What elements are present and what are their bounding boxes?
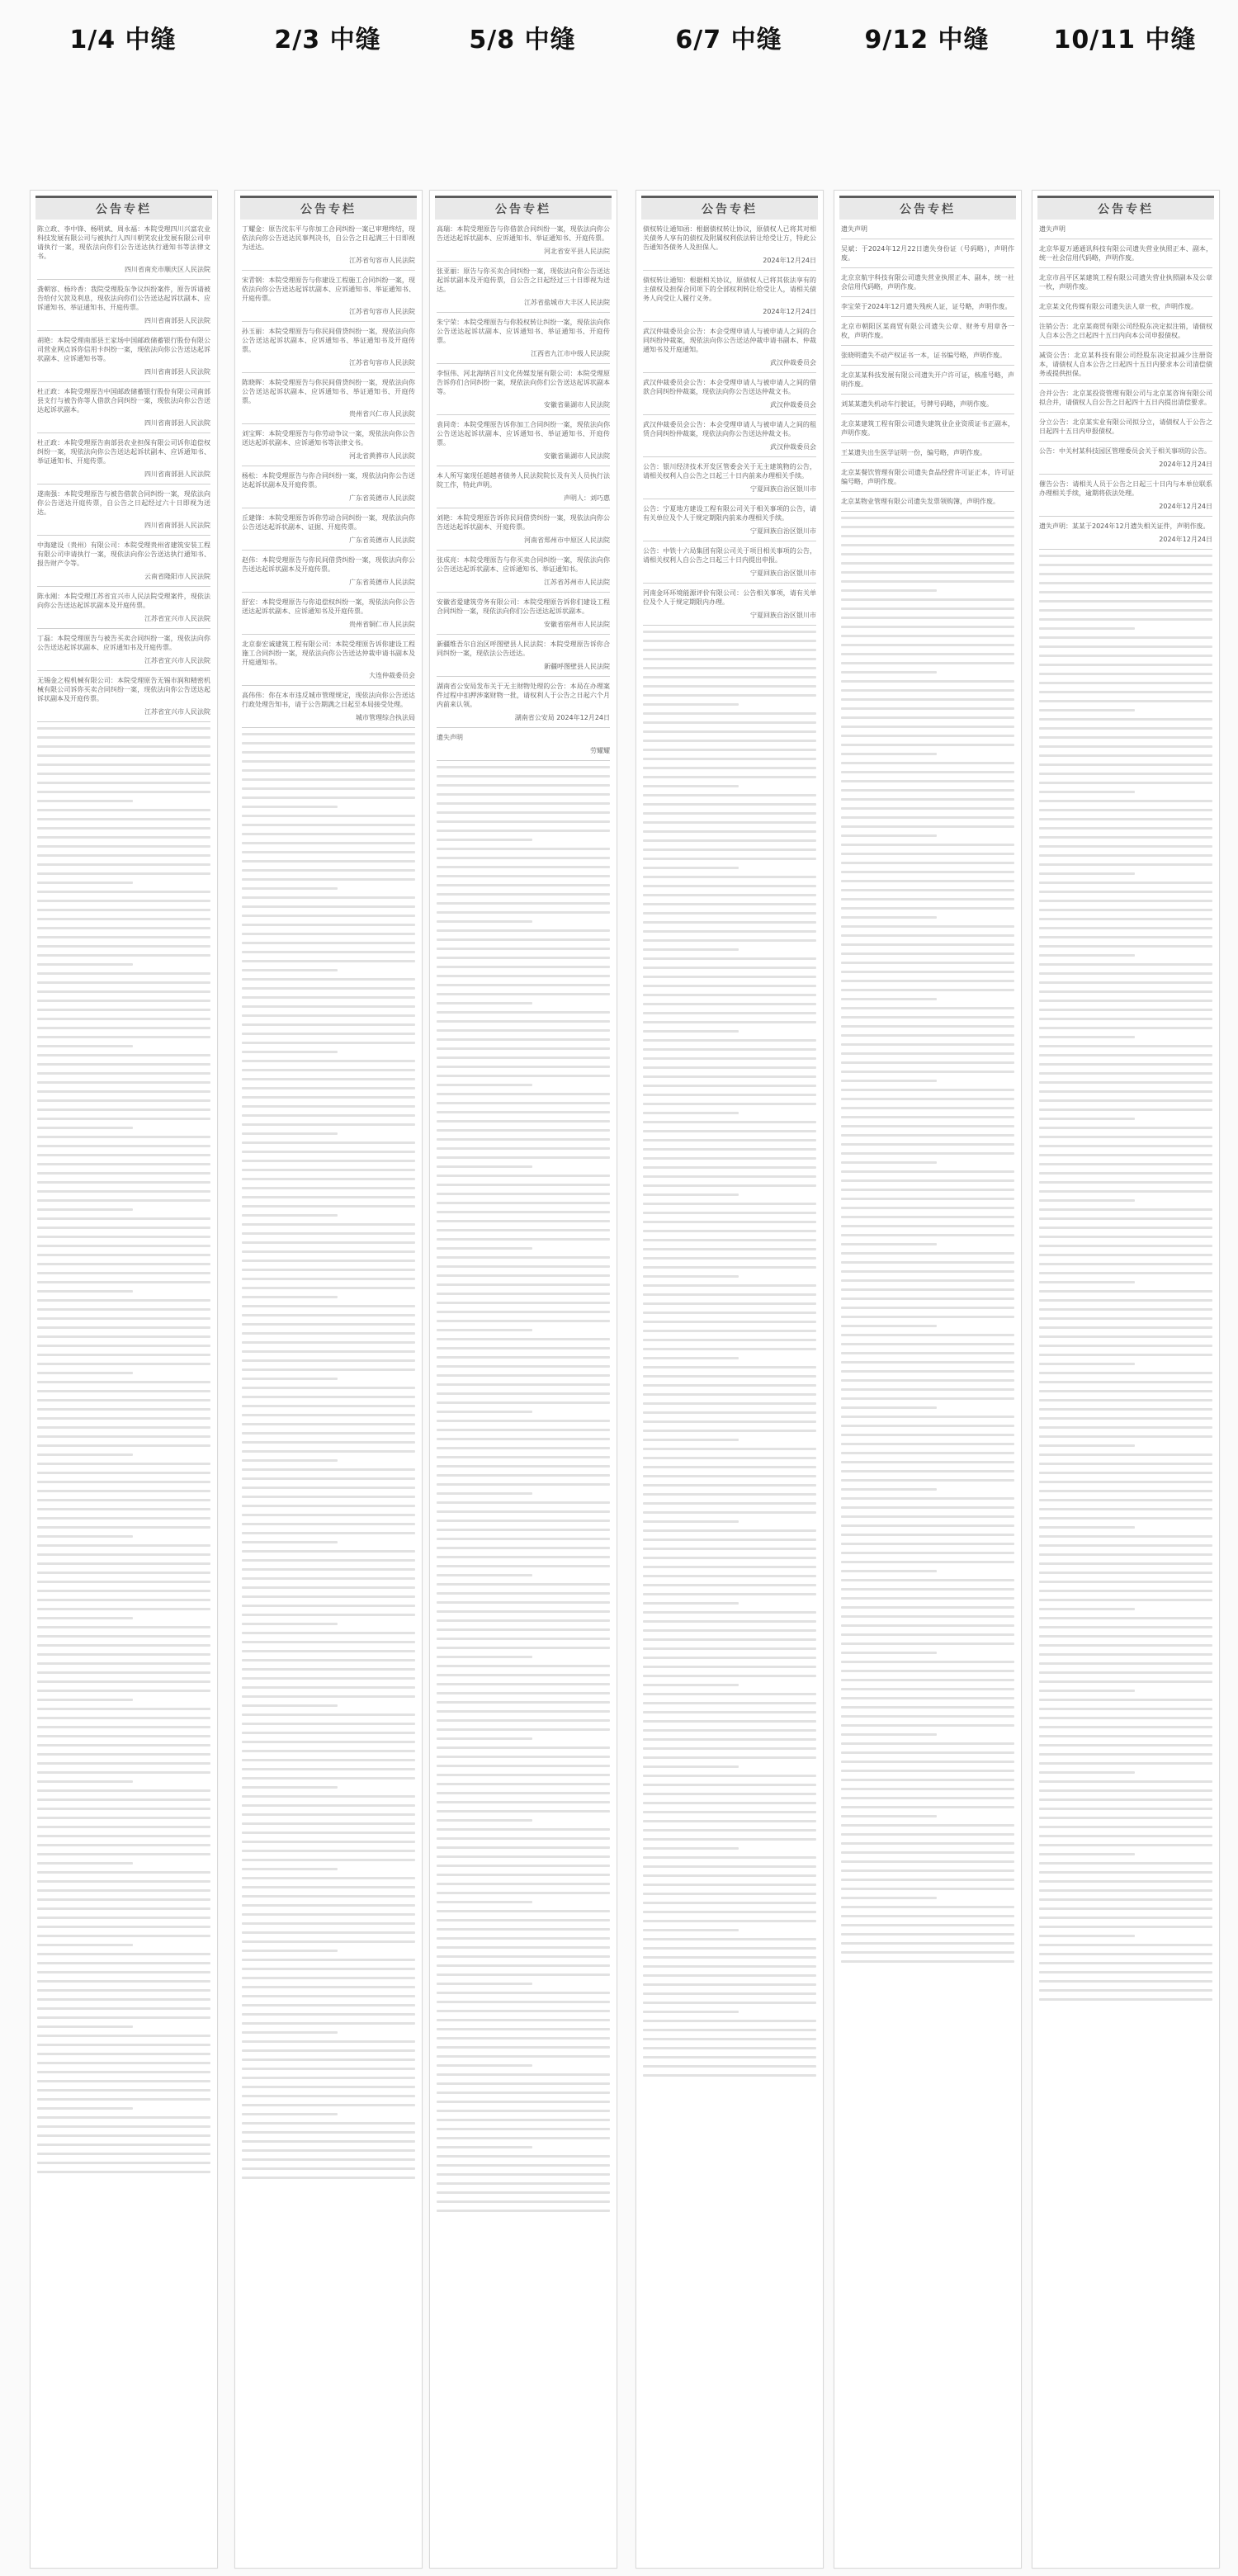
column-6	[1032, 0, 1218, 543]
notice-signature: 四川省南部县人民法院	[144, 317, 210, 324]
notice-signature: 四川省南充市顺庆区人民法院	[125, 266, 210, 273]
notice-text: 遗失声明	[1039, 225, 1066, 233]
notice-signature: 贵州省兴仁市人民法院	[349, 410, 415, 418]
notice-divider	[242, 592, 415, 593]
notice-signature: 2024年12月24日	[763, 308, 816, 315]
notice-text: 吴斌：于2024年12月22日遗失身份证（号码略），声明作废。	[841, 245, 1014, 262]
notice-text: 杨松：本院受理原告与你合同纠纷一案，现依法向你公告送达起诉状副本及开庭传票。	[242, 472, 415, 489]
notice-divider	[643, 270, 816, 271]
notice-divider	[437, 414, 610, 415]
strip-banner: 公告专栏	[641, 196, 818, 220]
notice-divider	[437, 760, 610, 761]
column-title: 6/7 中缝	[675, 26, 782, 54]
notice-text: 孙玉丽：本院受理原告与你民间借贷纠纷一案，现依法向你公告送达起诉状副本、应诉通知书、举证通知书及开庭传票。	[242, 328, 415, 353]
notice-signature: 城市管理综合执法局	[356, 714, 415, 721]
notice-signature: 四川省南部县人民法院	[144, 522, 210, 529]
notice-text: 武汉仲裁委员会公告：本会受理申请人与被申请人之间的借款合同纠纷仲裁案，现依法向你公告送达仲裁文书。	[643, 379, 816, 395]
notice-signature: 宁夏回族自治区银川市	[750, 527, 816, 535]
notice-signature: 安徽省巢湖市人民法院	[544, 452, 610, 460]
strip-content	[235, 220, 422, 2179]
notice-text: 催告公告：请相关人员于公告之日起三十日内与本单位联系办理相关手续，逾期将依法处理。	[1039, 480, 1212, 497]
notice-divider	[643, 414, 816, 415]
notice-text: 刘艳：本院受理原告诉你民间借贷纠纷一案，现依法向你公告送达起诉状副本、开庭传票。	[437, 514, 610, 531]
notice-text: 陈永刚：本院受理江苏省宜兴市人民法院受理案件，现依法向你公告送达起诉状副本及开庭传票。	[37, 593, 210, 609]
notice-divider	[841, 462, 1014, 463]
notice-divider	[437, 550, 610, 551]
notice-text: 公告：银川经济技术开发区管委会关于无主建筑物的公告，请相关权利人自公告之日起三十日内前来办理相关手续。	[643, 463, 816, 480]
notice-text: 新疆维吾尔自治区呼图壁县人民法院：本院受理原告诉你合同纠纷一案，现依法公告送达。	[437, 640, 610, 657]
notice-signature: 宁夏回族自治区银川市	[750, 570, 816, 577]
notice-signature: 安徽省宿州市人民法院	[544, 621, 610, 628]
notice-divider	[37, 586, 210, 587]
notice-signature: 新疆呼图壁县人民法院	[544, 663, 610, 670]
notice-divider	[37, 381, 210, 382]
column-title: 9/12 中缝	[864, 26, 990, 54]
notice-text: 丁耀金：原告沈东平与你加工合同纠纷一案已审理终结，现依法向你公告送达民事判决书，自公告之日起满三十日即视为送达。	[242, 225, 415, 251]
notice-signature: 广东省英德市人民法院	[349, 494, 415, 502]
notice-text: 高瑞：本院受理原告与你借款合同纠纷一案，现依法向你公告送达起诉状副本、应诉通知书、举证通知书、开庭传票。	[437, 225, 610, 242]
notice-text: 李宝荣于2024年12月遗失残疾人证，证号略，声明作废。	[841, 303, 1012, 310]
notice-text: 遗失声明	[841, 225, 867, 233]
notice-divider	[242, 685, 415, 686]
notice-strip	[834, 190, 1022, 2569]
notice-strip	[30, 190, 218, 2569]
notice-divider	[643, 372, 816, 373]
strip-banner: 公告专栏	[35, 196, 212, 220]
notice-text: 公告：宁夏地方建设工程有限公司关于相关事项的公告，请有关单位及个人于规定期限内前来办理相关手续。	[643, 505, 816, 522]
notice-divider	[437, 634, 610, 635]
notice-divider	[1039, 549, 1212, 550]
notice-divider	[437, 592, 610, 593]
notice-text: 遂南强：本院受理原告与被告借款合同纠纷一案，现依法向你公告送达开庭传票，自公告之日起经过六十日即视为送达。	[37, 490, 210, 516]
notice-divider	[242, 270, 415, 271]
notice-text: 张亚丽：原告与你买卖合同纠纷一案，现依法向你公告送达起诉状副本及开庭传票，自公告之日起经过三十日即视为送达。	[437, 267, 610, 293]
column-3	[429, 0, 616, 754]
column-title: 5/8 中缝	[469, 26, 576, 54]
filler-text-lines	[643, 631, 816, 2077]
strip-banner: 公告专栏	[240, 196, 417, 220]
notice-divider	[37, 670, 210, 671]
notice-divider	[242, 727, 415, 728]
notice-strip	[636, 190, 824, 2569]
notice-text: 无锡金之程机械有限公司：本院受理原告无锡市润和精密机械有限公司诉你买卖合同纠纷一案，现依法向你公告送达起诉状副本及开庭传票。	[37, 677, 210, 702]
notice-divider	[37, 721, 210, 722]
filler-text-lines	[242, 733, 415, 2179]
notice-signature: 广东省英德市人民法院	[349, 536, 415, 544]
notice-text: 舒宏：本院受理原告与你追偿权纠纷一案，现依法向你公告送达起诉状副本、应诉通知书及开庭传票。	[242, 598, 415, 615]
notice-signature: 安徽省巢湖市人民法院	[544, 401, 610, 409]
notice-divider	[643, 321, 816, 322]
notice-divider	[1039, 345, 1212, 346]
filler-text-lines	[37, 727, 210, 2173]
notice-divider	[242, 550, 415, 551]
notice-divider	[643, 583, 816, 584]
notice-signature: 武汉仲裁委员会	[770, 443, 816, 451]
strip-content	[834, 220, 1021, 1963]
notice-strip	[234, 190, 423, 2569]
notice-text: 杜正政：本院受理原告中国邮政储蓄银行股份有限公司南部县支行与被告你等人借款合同纠纷一案，现依法向你公告送达起诉状副本。	[37, 388, 210, 414]
notice-text: 北京某文化传媒有限公司遗失法人章一枚，声明作废。	[1039, 303, 1198, 310]
notice-text: 宋青钢：本院受理原告与你建设工程施工合同纠纷一案，现依法向你公告送达起诉状副本、应诉通知书、举证通知书、开庭传票。	[242, 277, 415, 302]
notice-signature: 河北省安平县人民法院	[544, 248, 610, 255]
column-2	[234, 0, 421, 721]
notice-text: 刘某某遗失机动车行驶证，号牌号码略，声明作废。	[841, 400, 993, 408]
column-title: 10/11 中缝	[1053, 26, 1197, 54]
notice-signature: 宁夏回族自治区银川市	[750, 612, 816, 619]
filler-text-lines	[841, 517, 1014, 1963]
notice-strip	[1032, 190, 1220, 2569]
notice-signature: 四川省南部县人民法院	[144, 470, 210, 478]
notice-signature: 2024年12月24日	[1159, 503, 1212, 510]
notice-signature: 江苏省盐城市大丰区人民法院	[524, 299, 610, 306]
notice-text: 中海建设（贵州）有限公司：本院受理贵州省建筑安装工程有限公司申请执行一案，现依法向你公告送达执行通知书、报告财产令等。	[37, 541, 210, 567]
notice-divider	[841, 296, 1014, 297]
notice-signature: 2024年12月24日	[1159, 536, 1212, 543]
notice-signature: 武汉仲裁委员会	[770, 401, 816, 409]
notice-signature: 江西省九江市中级人民法院	[531, 350, 610, 357]
notice-text: 武汉仲裁委员会公告：本会受理申请人与被申请人之间的合同纠纷仲裁案，现依法向你公告送达仲裁申请书副本、仲裁通知书及开庭通知。	[643, 328, 816, 353]
notice-text: 债权转让通知函：根据债权转让协议，原债权人已将其对相关债务人享有的债权及附属权利依法转让给受让方，特此公告通知各债务人及担保人。	[643, 225, 816, 251]
notice-text: 北京某建筑工程有限公司遗失建筑业企业资质证书正副本，声明作废。	[841, 420, 1014, 437]
notice-divider	[841, 267, 1014, 268]
filler-text-lines	[1039, 555, 1212, 2001]
notice-divider	[841, 345, 1014, 346]
notice-text: 北京某物业管理有限公司遗失发票领购簿，声明作废。	[841, 498, 999, 505]
notice-signature: 江苏省宜兴市人民法院	[144, 708, 210, 716]
notice-signature: 江苏省句容市人民法院	[349, 308, 415, 315]
strip-content	[31, 220, 217, 2173]
notice-text: 北京某餐饮管理有限公司遗失食品经营许可证正本，许可证编号略，声明作废。	[841, 469, 1014, 485]
notice-text: 王某遗失出生医学证明一份，编号略，声明作废。	[841, 449, 986, 456]
notice-text: 北京市昌平区某建筑工程有限公司遗失营业执照副本及公章一枚，声明作废。	[1039, 274, 1212, 291]
notice-text: 武汉仲裁委员会公告：本会受理申请人与被申请人之间的租赁合同纠纷仲裁案，现依法向你公告送达仲裁文书。	[643, 421, 816, 437]
notice-divider	[437, 363, 610, 364]
notice-divider	[1039, 383, 1212, 384]
notice-signature: 大连仲裁委员会	[369, 672, 415, 679]
column-4	[636, 0, 822, 619]
column-5	[834, 0, 1020, 505]
notice-signature: 江苏省句容市人民法院	[349, 257, 415, 264]
column-title: 2/3 中缝	[274, 26, 381, 54]
notice-divider	[841, 365, 1014, 366]
notice-divider	[437, 676, 610, 677]
notice-divider	[1039, 516, 1212, 517]
notice-divider	[841, 511, 1014, 512]
notice-text: 湖南省公安局发布关于无主财物处理的公告：本局在办理案件过程中扣押涉案财物一批，请权利人于公告之日起六个月内前来认领。	[437, 683, 610, 708]
notice-text: 河南金环环境能源评价有限公司：公告相关事项，请有关单位及个人于规定期限内办理。	[643, 589, 816, 606]
strip-banner: 公告专栏	[839, 196, 1016, 220]
notice-text: 债权转让通知：根据相关协议，原债权人已将其依法享有的主债权及担保合同项下的全部权利转让给受让人，请相关债务人向受让人履行义务。	[643, 277, 816, 302]
strip-content	[1032, 220, 1219, 2001]
notice-divider	[37, 279, 210, 280]
notice-text: 遗失声明：某某于2024年12月遗失相关证件，声明作废。	[1039, 522, 1210, 530]
notice-text: 遗失声明	[437, 734, 463, 741]
notice-text: 杜正政：本院受理原告南部县农业担保有限公司诉你追偿权纠纷一案，现依法向你公告送达起诉状副本、应诉通知书、举证通知书、开庭传票。	[37, 439, 210, 465]
notice-text: 分立公告：北京某实业有限公司拟分立，请债权人于公告之日起四十五日内申报债权。	[1039, 418, 1212, 435]
notice-text: 陈晓晖：本院受理原告与你民间借贷纠纷一案，现依法向你公告送达起诉状副本、应诉通知书、举证通知书、开庭传票。	[242, 379, 415, 404]
notice-divider	[242, 423, 415, 424]
notice-text: 北京华夏万通通讯科技有限公司遗失营业执照正本、副本，统一社会信用代码略，声明作废。	[1039, 245, 1212, 262]
notice-divider	[841, 394, 1014, 395]
notice-divider	[437, 312, 610, 313]
notice-divider	[1039, 441, 1212, 442]
notice-signature: 武汉仲裁委员会	[770, 359, 816, 366]
notice-text: 注销公告：北京某商贸有限公司经股东决定拟注销，请债权人自本公告之日起四十五日内向本公司申报债权。	[1039, 323, 1212, 339]
notice-signature: 江苏省苏州市人民法院	[544, 579, 610, 586]
notice-signature: 湖南省公安局 2024年12月24日	[514, 714, 610, 721]
notice-text: 丁磊：本院受理原告与被告买卖合同纠纷一案，现依法向你公告送达起诉状副本、应诉通知书及开庭传票。	[37, 635, 210, 651]
notice-signature: 2024年12月24日	[1159, 461, 1212, 468]
notice-text: 李恒伟、河北海纳百川文化传媒发展有限公司：本院受理原告诉你们合同纠纷一案，现依法向你们公告送达起诉状副本等。	[437, 370, 610, 395]
notice-signature: 江苏省宜兴市人民法院	[144, 615, 210, 622]
notice-divider	[841, 442, 1014, 443]
notice-text: 龚朝容、杨玲香：我院受理股东争议纠纷案件，原告诉请被告给付欠款及利息，现依法向你们公告送达起诉状副本、应诉通知书、举证通知书、开庭传票。	[37, 286, 210, 311]
notice-text: 公告：中铁十六局集团有限公司关于项目相关事项的公告，请相关权利人自公告之日起三十日内提出申报。	[643, 547, 816, 564]
strip-content	[430, 220, 617, 2212]
notice-text: 减资公告：北京某科技有限公司经股东决定拟减少注册资本，请债权人自本公告之日起四十五日内要求本公司清偿债务或提供担保。	[1039, 352, 1212, 377]
notice-text: 张晓明遗失不动产权证书一本，证书编号略，声明作废。	[841, 352, 1006, 359]
notice-text: 陈立政、李中锋、杨明斌、周永福：本院受理四川兴富农业科技发展有限公司与被执行人四川朝笑农业发展有限公司申请执行一案，现依法向你们公告送达执行通知书等法律文书。	[37, 225, 210, 260]
notice-signature: 四川省南部县人民法院	[144, 368, 210, 376]
notice-signature: 河南省郑州市中原区人民法院	[524, 536, 610, 544]
notice-divider	[242, 634, 415, 635]
notice-signature: 广东省英德市人民法院	[349, 579, 415, 586]
notice-text: 张成亮：本院受理原告与你买卖合同纠纷一案，现依法向你公告送达起诉状副本、应诉通知书、举证通知书。	[437, 556, 610, 573]
notice-signature: 2024年12月24日	[763, 257, 816, 264]
notice-signature: 江苏省宜兴市人民法院	[144, 657, 210, 664]
notice-text: 丘建锋：本院受理原告诉你劳动合同纠纷一案，现依法向你公告送达起诉状副本、证据、开庭传票。	[242, 514, 415, 531]
notice-signature: 云南省隆阳市人民法院	[144, 573, 210, 580]
notice-text: 北京某某科技发展有限公司遗失开户许可证，核准号略，声明作废。	[841, 371, 1014, 388]
notice-divider	[242, 321, 415, 322]
notice-divider	[242, 372, 415, 373]
notice-signature: 劳耀耀	[590, 747, 610, 754]
notice-text: 刘宝辉：本院受理原告与你劳动争议一案，现依法向你公告送达起诉状副本、应诉通知书等法律文书。	[242, 430, 415, 447]
notice-divider	[437, 727, 610, 728]
notice-divider	[1039, 296, 1212, 297]
notice-text: 北京市朝阳区某商贸有限公司遗失公章、财务专用章各一枚，声明作废。	[841, 323, 1014, 339]
notice-text: 朱宁荣：本院受理原告与你股权转让纠纷一案，现依法向你公告送达起诉状副本、应诉通知书、举证通知书、开庭传票。	[437, 319, 610, 344]
column-1	[30, 0, 216, 716]
notice-signature: 河北省黄骅市人民法院	[349, 452, 415, 460]
notice-divider	[841, 491, 1014, 492]
notice-divider	[1039, 316, 1212, 317]
notice-strip	[429, 190, 617, 2569]
notice-divider	[1039, 267, 1212, 268]
strip-content	[636, 220, 823, 2077]
notice-divider	[841, 316, 1014, 317]
notice-text: 北京泰宏诚建筑工程有限公司：本院受理原告诉你建设工程施工合同纠纷一案，现依法向你公告送达仲裁申请书副本及开庭通知书。	[242, 640, 415, 666]
notice-text: 安徽省爱建筑劳务有限公司：本院受理原告诉你们建设工程合同纠纷一案，现依法向你们公告送达起诉状副本。	[437, 598, 610, 615]
strip-banner: 公告专栏	[1037, 196, 1214, 220]
notice-divider	[643, 625, 816, 626]
notice-divider	[1039, 412, 1212, 413]
notice-signature: 四川省南部县人民法院	[144, 419, 210, 427]
notice-text: 公告：中关村某科技园区管理委员会关于相关事项的公告。	[1039, 447, 1211, 455]
notice-text: 合并公告：北京某投资管理有限公司与北京某咨询有限公司拟合并，请债权人自公告之日起四十五日内提出清偿要求。	[1039, 390, 1212, 406]
notice-text: 北京京航宇科技有限公司遗失营业执照正本、副本，统一社会信用代码略，声明作废。	[841, 274, 1014, 291]
notice-divider	[37, 628, 210, 629]
notice-divider	[37, 330, 210, 331]
notice-text: 袁同奇：本院受理原告诉你加工合同纠纷一案，现依法向你公告送达起诉状副本、应诉通知书、举证通知书、开庭传票。	[437, 421, 610, 447]
notice-text: 高伟伟：你在本市违反城市管理规定，现依法向你公告送达行政处理告知书，请于公告期满之日起至本局接受处理。	[242, 692, 415, 708]
notice-divider	[37, 535, 210, 536]
notice-divider	[37, 432, 210, 433]
notice-divider	[643, 456, 816, 457]
notice-text: 胡艳：本院受理南部县王家场中国邮政储蓄银行股份有限公司营业网点诉你信用卡纠纷一案，现依法向你公告送达起诉状副本、应诉通知书等。	[37, 337, 210, 362]
notice-text: 本人所写案现任超越者债务人民法院院长及有关人员执行法院工作，特此声明。	[437, 472, 610, 489]
column-title: 1/4 中缝	[69, 26, 177, 54]
notice-divider	[437, 261, 610, 262]
notice-signature: 声明人：刘巧惠	[564, 494, 610, 502]
notice-divider	[1039, 474, 1212, 475]
notice-signature: 贵州省铜仁市人民法院	[349, 621, 415, 628]
filler-text-lines	[437, 766, 610, 2212]
notice-signature: 宁夏回族自治区银川市	[750, 485, 816, 493]
strip-banner: 公告专栏	[435, 196, 612, 220]
notice-signature: 江苏省句容市人民法院	[349, 359, 415, 366]
notice-text: 赵伟：本院受理原告与你民间借贷纠纷一案，现依法向你公告送达起诉状副本及开庭传票。	[242, 556, 415, 573]
